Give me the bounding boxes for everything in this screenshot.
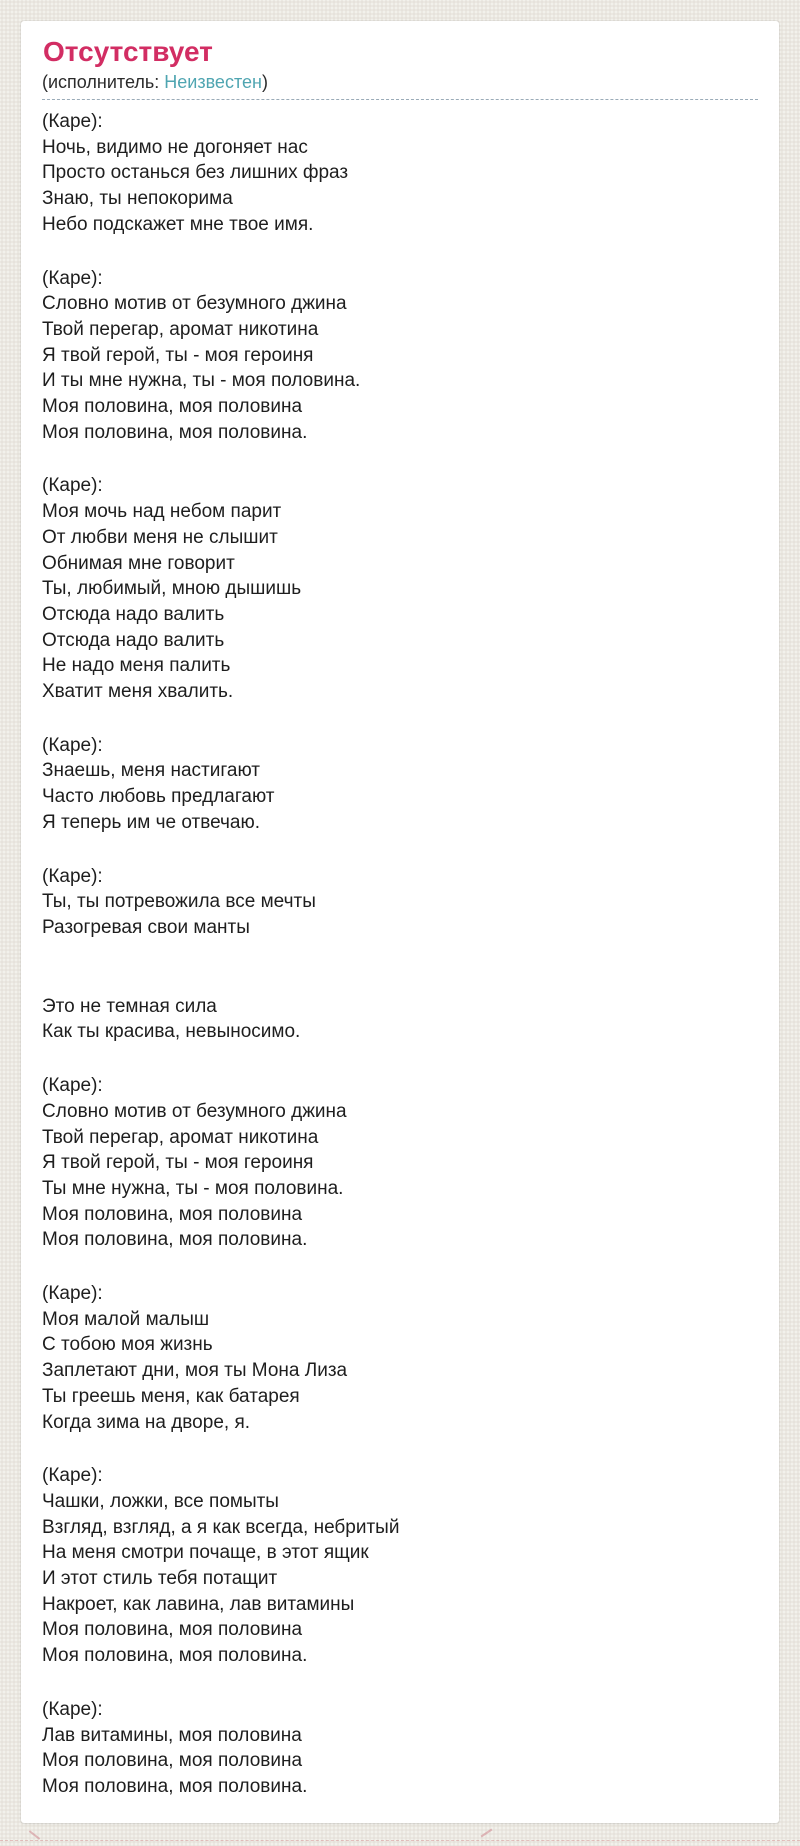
bottom-stitch-line [0, 1840, 800, 1841]
paper-scratch [29, 1830, 40, 1840]
lyric-line: (Каре): [42, 475, 103, 497]
lyric-line: Ты, ты потревожила все мечты [42, 891, 316, 913]
lyric-line: Это не темная сила [42, 995, 217, 1017]
lyric-line: Моя половина, моя половина [42, 1203, 303, 1225]
lyric-line: Чашки, ложки, все помыты [42, 1490, 279, 1512]
lyric-line: Знаю, ты непокорима [42, 188, 233, 210]
lyric-line: Моя половина, моя половина [42, 1750, 303, 1772]
lyric-line: Моя половина, моя половина. [42, 1645, 308, 1667]
song-title: Отсутствует [43, 36, 213, 67]
artist-label-close: ) [261, 72, 268, 92]
lyric-line: (Каре): [42, 1698, 103, 1720]
lyric-line: На меня смотри почаще, в этот ящик [42, 1542, 369, 1564]
song-header [42, 35, 758, 100]
lyric-line: (Каре): [42, 1075, 103, 1097]
lyric-line: Ночь, видимо не догоняет нас [42, 136, 308, 158]
lyric-line: Лав витамины, моя половина [42, 1724, 302, 1746]
lyrics-stanza [42, 266, 758, 446]
lyric-line: Я твой герой, ты - моя героиня [42, 344, 314, 366]
lyric-line: Твой перегар, аромат никотина [42, 318, 319, 340]
lyric-line: Знаешь, меня настигают [42, 760, 260, 782]
lyric-line: Ты греешь меня, как батарея [42, 1385, 300, 1407]
lyric-line: И этот стиль тебя потащит [42, 1568, 278, 1590]
lyric-line: Просто останься без лишних фраз [42, 162, 349, 184]
lyric-line: И ты мне нужна, ты - моя половина. [42, 370, 361, 392]
lyric-line: Заплетают дни, моя ты Мона Лиза [42, 1360, 348, 1382]
lyric-line: (Каре): [42, 734, 103, 756]
artist-link[interactable]: Неизвестен [164, 72, 262, 92]
lyric-line: Обнимая мне говорит [42, 552, 235, 574]
lyric-line: Моя половина, моя половина [42, 1619, 303, 1641]
lyric-line: Моя малой малыш [42, 1308, 210, 1330]
lyric-line: Как ты красива, невыносимо. [42, 1021, 301, 1043]
lyric-line: Накроет, как лавина, лав витамины [42, 1593, 355, 1615]
lyric-line: От любви меня не слышит [42, 526, 278, 548]
lyric-line: Взгляд, взгляд, а я как всегда, небритый [42, 1516, 400, 1538]
artist-line [42, 69, 758, 95]
lyric-line: Моя мочь над небом парит [42, 501, 282, 523]
lyrics-stanza [42, 109, 758, 238]
lyrics-stanza [42, 733, 758, 836]
lyric-line: Я теперь им че отвечаю. [42, 811, 261, 833]
lyric-line: Словно мотив от безумного джина [42, 293, 347, 315]
lyric-line: (Каре): [42, 1283, 103, 1305]
lyric-line: Хватит меня хвалить. [42, 681, 234, 703]
lyrics-stanza [42, 1281, 758, 1435]
lyrics [42, 109, 758, 1800]
lyric-line: Небо подскажет мне твое имя. [42, 213, 314, 235]
lyric-line: Отсюда надо валить [42, 629, 225, 651]
lyric-line: Твой перегар, аромат никотина [42, 1126, 319, 1148]
lyric-line: (Каре): [42, 865, 103, 887]
lyrics-stanza [42, 1697, 758, 1800]
lyric-line: (Каре): [42, 1465, 103, 1487]
lyrics-stanza [42, 1463, 758, 1669]
lyric-line: Я твой герой, ты - моя героиня [42, 1152, 314, 1174]
artist-label: (исполнитель: [42, 72, 165, 92]
lyric-line: Часто любовь предлагают [42, 786, 275, 808]
lyric-line: (Каре): [42, 111, 103, 132]
lyric-line: Когда зима на дворе, я. [42, 1411, 251, 1433]
paper-scratch [481, 1829, 493, 1838]
lyric-line: Не надо меня палить [42, 655, 231, 677]
lyric-line: Отсюда надо валить [42, 603, 225, 625]
lyric-line: Ты, любимый, мною дышишь [42, 578, 302, 600]
lyric-line: Словно мотив от безумного джина [42, 1100, 347, 1122]
lyric-line: (Каре): [42, 267, 103, 289]
lyrics-stanza [42, 994, 758, 1045]
lyric-line: Моя половина, моя половина. [42, 1229, 308, 1251]
lyric-line: Моя половина, моя половина. [42, 421, 308, 443]
content-panel [21, 21, 779, 1823]
lyrics-stanza [42, 1073, 758, 1253]
lyric-line: Ты мне нужна, ты - моя половина. [42, 1177, 344, 1199]
lyrics-stanza [42, 473, 758, 704]
lyrics-stanza [42, 864, 758, 941]
lyric-line: Моя половина, моя половина. [42, 1775, 308, 1797]
lyric-line: Разогревая свои манты [42, 916, 250, 938]
lyric-line: Моя половина, моя половина [42, 396, 303, 418]
lyric-line: С тобою моя жизнь [42, 1334, 213, 1356]
